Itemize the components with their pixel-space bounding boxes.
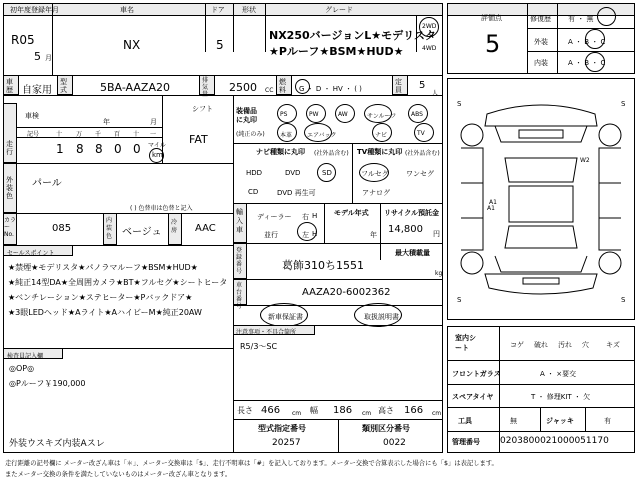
height-unit: cm (432, 410, 442, 417)
model-label: 型式 (60, 78, 67, 94)
class-no: 0022 (383, 438, 406, 448)
inspector-bottom: 外装ウスキズ内装Aスレ (9, 439, 105, 449)
glass-options: A ・ ×要交 (540, 370, 577, 378)
seat-item: キズ (606, 341, 620, 349)
chassis-label: 車台番号 (236, 282, 243, 310)
mileage-digit: 8 (76, 142, 84, 156)
exterior-options: A ・ B ・ C (568, 38, 606, 46)
navi-dvd-play: DVD 再生可 (277, 189, 316, 197)
plate-label: 登録番号 (236, 247, 243, 275)
digit-label: 万 (76, 131, 83, 138)
jack-label: ジャッキ (546, 417, 574, 425)
seat-item: 汚れ (558, 341, 572, 349)
import-parallel: 並行 (264, 231, 278, 239)
tools-label: 工具 (458, 417, 472, 425)
navi-dvd: DVD (285, 169, 301, 177)
drive-4wd: 4WD (422, 45, 437, 52)
inspector-line-2: ◎Pルーフ￥190,000 (9, 379, 86, 388)
doors-label: ドア (211, 6, 225, 14)
equipment-item: PS (280, 111, 288, 118)
capacity-label: 定員 (395, 78, 402, 94)
inspector-line-1: ◎OP◎ (9, 364, 35, 373)
import-label: 輸入車 (236, 208, 243, 234)
height-label: 高さ (378, 406, 394, 415)
inspection-year-label: 年 (103, 118, 110, 126)
diag-s-3: S (457, 296, 462, 304)
model-code: 5BA-AAZA20 (100, 81, 170, 94)
sales-points-label: セールスポイント (7, 250, 55, 257)
category-label: 車歴 (6, 78, 13, 94)
digit-label: 記号 (27, 131, 40, 138)
reg-era: R05 (11, 33, 35, 47)
sales-point-line: ★禁煙★モデリスタ★パノラマルーフ★BSM★HUD★ (8, 263, 198, 272)
width-value: 186 (333, 405, 353, 416)
displacement-value: 2500 (229, 81, 257, 94)
footer-line-2: またメーター交換の条件を満たしていないものはメーター改ざん車となります。 (5, 471, 232, 478)
footer-line-1: 走行距離の記号欄に メーター改ざん車は「＊」、メーター交換車は「$」、走行不明車は「#」を記入しております。メーター交換で合算表示した場合にも「$」は表記します。 (5, 460, 498, 467)
color-note: ( ) 色替車は色替と記入 (130, 205, 193, 212)
eval-score: 5 (485, 30, 501, 58)
diag-s-4: S (621, 296, 626, 304)
max-load-unit: kg (435, 270, 443, 277)
shift-value: FAT (189, 133, 208, 146)
equipment-item: AW (338, 111, 348, 118)
eval-label: 評価点 (481, 14, 502, 22)
grade-label: グレード (325, 6, 353, 14)
mgmt-label: 管理番号 (452, 438, 480, 446)
shape-label: 形状 (242, 6, 256, 14)
navi-hdd: HDD (246, 169, 263, 177)
length-label: 長さ (237, 406, 253, 415)
repair-label: 修復歴 (530, 15, 551, 23)
tv-fullseg: フルセグ (361, 170, 389, 178)
import-left: 左 (302, 231, 309, 239)
navi-cd: CD (248, 188, 259, 196)
ac-value: AAC (195, 223, 216, 234)
interior-options: A ・ B ・ C (568, 59, 606, 67)
type-no: 20257 (272, 438, 301, 448)
repair-none-circle (597, 7, 616, 26)
color-value: パール (32, 178, 62, 189)
digit-label: 十 (56, 131, 63, 138)
color-label: 外装色 (6, 176, 13, 200)
navi-sd: SD (322, 169, 332, 177)
km-unit: km (152, 151, 163, 159)
diag-s-2: S (621, 100, 626, 108)
capacity-value: 5 (419, 80, 426, 91)
sales-point-line: ★ベンチレーション★ステヒーター★Pバックドア★ (8, 293, 193, 302)
notes-text: R5/3～SC (240, 342, 278, 351)
mileage-digit: 1 (56, 142, 64, 156)
spare-options: T ・ 修理KIT ・ 欠 (531, 393, 591, 401)
import-h-1: H (312, 212, 318, 220)
model-year-label: モデル年式 (334, 209, 369, 217)
equipment-item: ナビ (375, 132, 388, 139)
seat-item: 破れ (534, 341, 548, 349)
diag-w2: W2 (580, 157, 590, 164)
cc-unit: CC (265, 87, 274, 94)
navi-label: ナビ種類に丸印 (256, 148, 305, 156)
equipment-item: サンルーフ (367, 113, 397, 120)
reg-month: 5 (34, 50, 41, 63)
capacity-unit: 人 (432, 90, 439, 97)
interior-color-label: 内装色 (106, 217, 113, 240)
warranty-circle (260, 303, 308, 327)
navi-sd-circle (317, 163, 336, 182)
fuel-label: 燃料 (279, 78, 286, 94)
equipment-item: PW (309, 111, 319, 118)
tools-value: 無 (510, 417, 517, 425)
color-code: 085 (52, 223, 72, 234)
equipment-item: 本革 (280, 132, 293, 139)
diag-a1-2: A1 (487, 205, 495, 212)
spare-label: スペアタイヤ (452, 393, 494, 401)
recycle-value: 14,800 (388, 224, 423, 235)
mileage-digit: 0 (133, 142, 141, 156)
diag-s-1: S (457, 100, 462, 108)
reg-month-unit: 月 (45, 54, 52, 62)
tv-label: TV種類に丸印 (357, 148, 403, 156)
width-unit: cm (362, 410, 372, 417)
manual-label: 取扱説明書 (364, 313, 399, 321)
exterior-label: 外装 (534, 38, 548, 46)
mgmt-no: 0203800021000051170 (500, 436, 609, 446)
equipment-item: エアバック (307, 132, 337, 139)
interior-b-circle (585, 52, 605, 72)
grade-line-1: NX250バージョンL★モデリスタ (269, 29, 436, 42)
height-value: 166 (404, 405, 424, 416)
class-no-label: 類別区分番号 (362, 424, 410, 433)
inspection-month-label: 月 (150, 118, 157, 126)
mileage-label: 走行 (6, 140, 13, 156)
seat-item: 穴 (582, 341, 589, 349)
model-year-unit: 年 (370, 231, 377, 239)
fuel-g-circle (295, 79, 310, 94)
fuel-options: G ・ D ・ HV ・ ( ) (299, 85, 362, 93)
jack-value: 有 (604, 417, 611, 425)
max-load-label: 最大積載量 (395, 249, 430, 257)
displacement-label: 排気量 (202, 77, 209, 98)
inspection-label: 車検 (25, 112, 39, 120)
import-h-2: H (312, 230, 318, 238)
mile-unit: マイル (148, 142, 166, 149)
seat-label: 室内シート (455, 334, 476, 352)
manual-circle (354, 303, 402, 327)
interior-color: ベージュ (122, 227, 162, 238)
import-dealer: ディーラー (257, 213, 292, 221)
mileage-digit: 0 (114, 142, 122, 156)
tv-oneseg: ワンセグ (406, 170, 434, 178)
sales-point-line: ★3眼LEDヘッド★Aライト★AハイビーM★純正20AW (8, 308, 202, 317)
shift-label: シフト (192, 105, 213, 113)
equipment-item: TV (417, 130, 425, 137)
doors-value: 5 (216, 38, 224, 52)
width-label: 幅 (310, 406, 318, 415)
recycle-label: リサイクル預託金 (384, 209, 440, 217)
digit-label: 百 (114, 131, 121, 138)
car-name: NX (123, 38, 141, 52)
mileage-digit: 8 (95, 142, 103, 156)
recycle-yen: 円 (433, 230, 440, 238)
type-no-label: 型式指定番号 (258, 424, 306, 433)
navi-sublabel: (社外品含む) (314, 150, 349, 157)
equipment-item: ABS (411, 111, 423, 118)
equipment-sublabel: (純正のみ) (236, 131, 265, 138)
length-value: 466 (261, 405, 281, 416)
equipment-label: 装備品に丸印 (236, 107, 257, 124)
import-right: 右 (302, 213, 309, 221)
plate-value: 葛飾310ち1551 (282, 259, 364, 272)
car-name-label: 車名 (120, 6, 134, 14)
grade-line-2: ★Pルーフ★BSM★HUD★ (269, 45, 404, 58)
digit-label: 一 (150, 131, 157, 138)
color-code-label: カラーNo. (4, 217, 17, 238)
exterior-b-circle (585, 29, 605, 49)
notes-label: 注意事項・不具合箇所 (236, 329, 297, 336)
tv-fullseg-circle (359, 163, 389, 182)
length-unit: cm (292, 410, 302, 417)
first-reg-label: 初年度登録年月 (10, 6, 59, 14)
new-car-warranty: 新車保証書 (268, 313, 303, 321)
inspector-label: 検査員記入欄 (7, 353, 44, 360)
tv-sublabel: (社外品含む) (405, 150, 440, 157)
digit-label: 千 (95, 131, 102, 138)
tv-analog: アナログ (362, 189, 390, 197)
glass-label: フロントガラス (452, 370, 501, 378)
repair-options: 有 ・ 無 (568, 15, 594, 23)
chassis-value: AAZA20-6002362 (302, 287, 391, 298)
sales-point-line: ★純正14型DA★全周囲カメラ★BT★フルセグ★シートヒータ (8, 278, 228, 287)
car-diagram (447, 78, 635, 320)
ac-label: 冷房 (171, 219, 178, 234)
usage-value: 自家用 (22, 85, 52, 96)
diag-a1-1: A1 (489, 199, 497, 206)
digit-label: 十 (133, 131, 140, 138)
seat-item: コゲ (510, 341, 524, 349)
steering-right-circle (297, 222, 317, 241)
drive-2wd: 2WD (422, 23, 437, 30)
interior-label: 内装 (534, 59, 548, 67)
